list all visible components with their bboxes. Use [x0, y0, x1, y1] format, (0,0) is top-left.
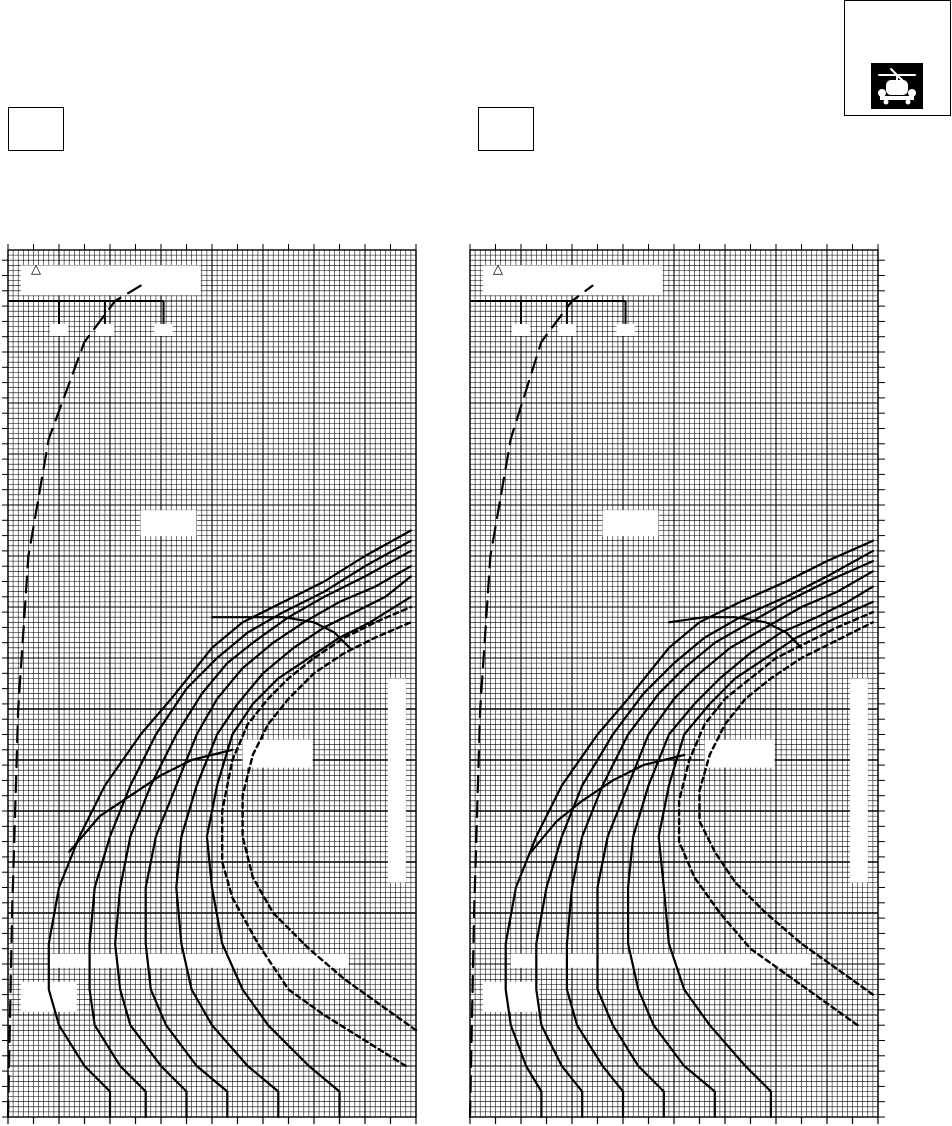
legend-symbol: △ — [30, 260, 41, 276]
legend-tick-label — [558, 324, 576, 336]
aircraft-icon-frame — [844, 0, 951, 116]
legend-tick-label — [50, 324, 68, 336]
curve-label-lower — [483, 982, 539, 1012]
header-label-box-left — [8, 107, 64, 151]
legend-box — [483, 265, 663, 295]
legend-tick-label — [512, 324, 530, 336]
vertical-scale-label — [388, 678, 406, 882]
helicopter-icon — [871, 63, 923, 109]
vertical-scale-label — [850, 678, 868, 882]
series-line-1 — [49, 531, 411, 1118]
curve-index-row — [49, 954, 349, 968]
legend-symbol: △ — [492, 260, 503, 276]
legend-tick-label — [617, 324, 635, 336]
curve-label-upper — [603, 510, 659, 536]
chart-left — [0, 240, 430, 1126]
header-label-box-right — [478, 107, 534, 151]
legend-tick-label — [96, 324, 114, 336]
legend-tick-label — [155, 324, 173, 336]
legend-box — [21, 265, 201, 295]
chart-right — [462, 240, 892, 1126]
curve-label-upper — [141, 510, 197, 536]
